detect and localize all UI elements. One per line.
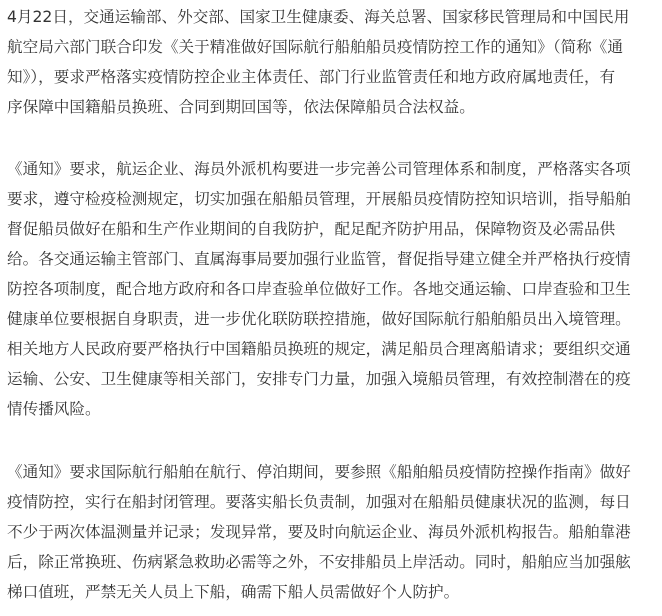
paragraph-line: 疫情防控，实行在船封闭管理。要落实船长负责制，加强对在船船员健康状况的监测，每日 <box>7 493 631 511</box>
paragraph-line: 序保障中国籍船员换班、合同到期回国等，依法保障船员合法权益。 <box>7 98 475 116</box>
paragraph-line: 情传播风险。 <box>7 400 101 418</box>
paragraph-line: 后，除正常换班、伤病紧急救助必需等之外，不安排船员上岸活动。同时，船舶应当加强舷 <box>7 553 631 571</box>
paragraph-2 <box>7 154 631 424</box>
paragraph-line: 防控各项制度，配合地方政府和各口岸查验单位做好工作。各地交通运输、口岸查验和卫生 <box>7 280 631 298</box>
paragraph-line: 督促船员做好在船和生产作业期间的自我防护，配足配齐防护用品，保障物资及必需品供 <box>7 220 616 238</box>
paragraph-line: 知》），要求严格落实疫情防控企业主体责任、部门行业监管责任和地方政府属地责任，有 <box>7 68 616 86</box>
paragraph-line: 梯口值班，严禁无关人员上下船，确需下船人员需做好个人防护。 <box>7 583 460 601</box>
paragraph-line: 健康单位要根据自身职责，进一步优化联防联控措施，做好国际航行船舶船员出入境管理。 <box>7 310 631 328</box>
paragraph-line: 航空局六部门联合印发《关于精准做好国际航行船舶船员疫情防控工作的通知》（简称《通 <box>7 38 623 56</box>
paragraph-line: 不少于两次体温测量并记录；发现异常，要及时向航运企业、海员外派机构报告。船舶靠港 <box>7 523 631 541</box>
paragraph-line: 要求，遵守检疫检测规定，切实加强在船船员管理，开展船员疫情防控知识培训，指导船舶 <box>7 190 631 208</box>
paragraph-line: 《通知》要求，航运企业、海员外派机构要进一步完善公司管理体系和制度，严格落实各项 <box>7 160 631 178</box>
paragraph-3 <box>7 457 631 607</box>
paragraph-line: 给。各交通运输主管部门、直属海事局要加强行业监管，督促指导建立健全并严格执行疫情 <box>7 250 631 268</box>
paragraph-line: 《通知》要求国际航行船舶在航行、停泊期间，要参照《船舶船员疫情防控操作指南》做好 <box>7 463 631 481</box>
paragraph-line: 相关地方人民政府要严格执行中国籍船员换班的规定，满足船员合理离船请求；要组织交通 <box>7 340 631 358</box>
paragraph-line: 运输、公安、卫生健康等相关部门，安排专门力量，加强入境船员管理，有效控制潜在的疫 <box>7 370 631 388</box>
paragraph-1 <box>7 2 629 122</box>
paragraph-line: 4月22日，交通运输部、外交部、国家卫生健康委、海关总署、国家移民管理局和中国民用 <box>7 8 630 26</box>
